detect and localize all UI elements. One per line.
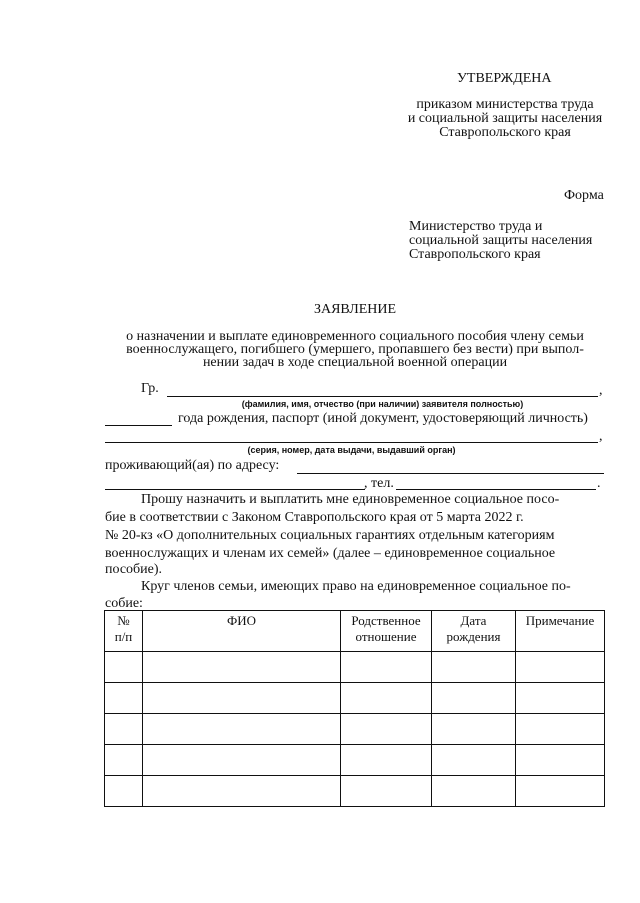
- approval-line-3: Ставропольского края: [439, 125, 571, 140]
- header-birth-date-line-2: рождения: [446, 629, 501, 644]
- table-cell[interactable]: [143, 776, 341, 807]
- table-row: [105, 714, 605, 745]
- table-cell[interactable]: [516, 745, 605, 776]
- address-field-2[interactable]: [105, 489, 365, 490]
- applicant-name-field[interactable]: [167, 396, 598, 397]
- table-cell[interactable]: [432, 652, 516, 683]
- table-cell[interactable]: [516, 714, 605, 745]
- gr-label: Гр.: [141, 381, 159, 396]
- table-cell[interactable]: [516, 683, 605, 714]
- table-row: [105, 652, 605, 683]
- paragraph-2-line-1: Круг членов семьи, имеющих право на единовременное социальное по-: [141, 579, 571, 594]
- table-cell[interactable]: [432, 745, 516, 776]
- table-cell[interactable]: [341, 652, 432, 683]
- header-fio-label: ФИО: [226, 613, 257, 628]
- header-fio: [143, 611, 341, 652]
- tel-label: , тел.: [364, 476, 394, 491]
- table-cell[interactable]: [143, 652, 341, 683]
- paragraph-1-line-1: Прошу назначить и выплатить мне единовременное социальное посо-: [141, 492, 560, 507]
- table-cell[interactable]: [105, 714, 143, 745]
- table-cell[interactable]: [143, 745, 341, 776]
- document-title: ЗАЯВЛЕНИЕ: [313, 302, 397, 317]
- table-row: [105, 776, 605, 807]
- table-row: [105, 683, 605, 714]
- table-cell[interactable]: [432, 683, 516, 714]
- addressee-line-3: Ставропольского края: [409, 247, 541, 262]
- family-members-table: [104, 610, 605, 807]
- table-cell[interactable]: [516, 776, 605, 807]
- table-cell[interactable]: [341, 683, 432, 714]
- paragraph-1-line-2: бие в соответствии с Законом Ставропольского края от 5 марта 2022 г.: [105, 510, 524, 525]
- paragraph-1-line-5: пособие).: [105, 562, 163, 577]
- table-cell[interactable]: [105, 776, 143, 807]
- tel-end-dot: .: [597, 476, 601, 491]
- fio-hint: (фамилия, имя, отчество (при наличии) заявителя полностью): [241, 399, 524, 409]
- address-field[interactable]: [297, 473, 604, 474]
- addressee-line-1: Министерство труда и: [409, 219, 543, 234]
- addressee-line-2: социальной защиты населения: [409, 233, 593, 248]
- phone-field[interactable]: [396, 489, 596, 490]
- paragraph-2-line-2: собие:: [105, 596, 143, 611]
- approval-line-1: приказом министерства труда: [416, 97, 594, 112]
- table-cell[interactable]: [105, 652, 143, 683]
- header-note-label: Примечание: [525, 613, 595, 628]
- approval-title: УТВЕРЖДЕНА: [457, 71, 552, 86]
- header-note: [516, 611, 605, 652]
- form-label: Форма: [564, 188, 604, 203]
- table-cell[interactable]: [105, 683, 143, 714]
- table-cell[interactable]: [143, 714, 341, 745]
- address-label: проживающий(ая) по адресу:: [105, 458, 280, 473]
- heading-line-3: нении задач в ходе специальной военной операции: [202, 355, 508, 370]
- header-number: [105, 611, 143, 652]
- table-cell[interactable]: [341, 714, 432, 745]
- table-cell[interactable]: [432, 776, 516, 807]
- approval-line-2: и социальной защиты населения: [407, 111, 603, 126]
- paragraph-1-line-4: военнослужащих и членам их семей» (далее – единовременное социальное: [105, 546, 556, 561]
- header-birth-date: [432, 611, 516, 652]
- header-relation-line-1: Родственное: [351, 613, 421, 628]
- doc-end-comma: ,: [599, 429, 603, 444]
- paragraph-1-line-3: № 20-кз «О дополнительных социальных гарантиях отдельным категориям: [105, 528, 555, 543]
- heading-line-2: военнослужащего, погибшего (умершего, пропавшего без вести) при выпол-: [126, 342, 584, 357]
- doc-hint: (серия, номер, дата выдачи, выдавший орган): [247, 445, 456, 455]
- header-number-line-2: п/п: [114, 629, 133, 644]
- heading-line-1: о назначении и выплате единовременного социального пособия члену семьи: [126, 329, 584, 344]
- header-birth-date-line-1: Дата: [460, 613, 487, 628]
- gr-end-comma: ,: [599, 383, 603, 398]
- table-cell[interactable]: [105, 745, 143, 776]
- header-relation: [341, 611, 432, 652]
- table-row: [105, 745, 605, 776]
- table-header-row: [105, 611, 605, 652]
- table-cell[interactable]: [341, 776, 432, 807]
- table-cell[interactable]: [516, 652, 605, 683]
- birth-text: года рождения, паспорт (иной документ, удостоверяющий личность): [178, 411, 588, 426]
- document-field[interactable]: [105, 442, 598, 443]
- header-number-line-1: №: [117, 613, 130, 628]
- table-cell[interactable]: [341, 745, 432, 776]
- birth-year-field[interactable]: [105, 425, 172, 426]
- table-cell[interactable]: [432, 714, 516, 745]
- header-relation-line-2: отношение: [355, 629, 417, 644]
- table-cell[interactable]: [143, 683, 341, 714]
